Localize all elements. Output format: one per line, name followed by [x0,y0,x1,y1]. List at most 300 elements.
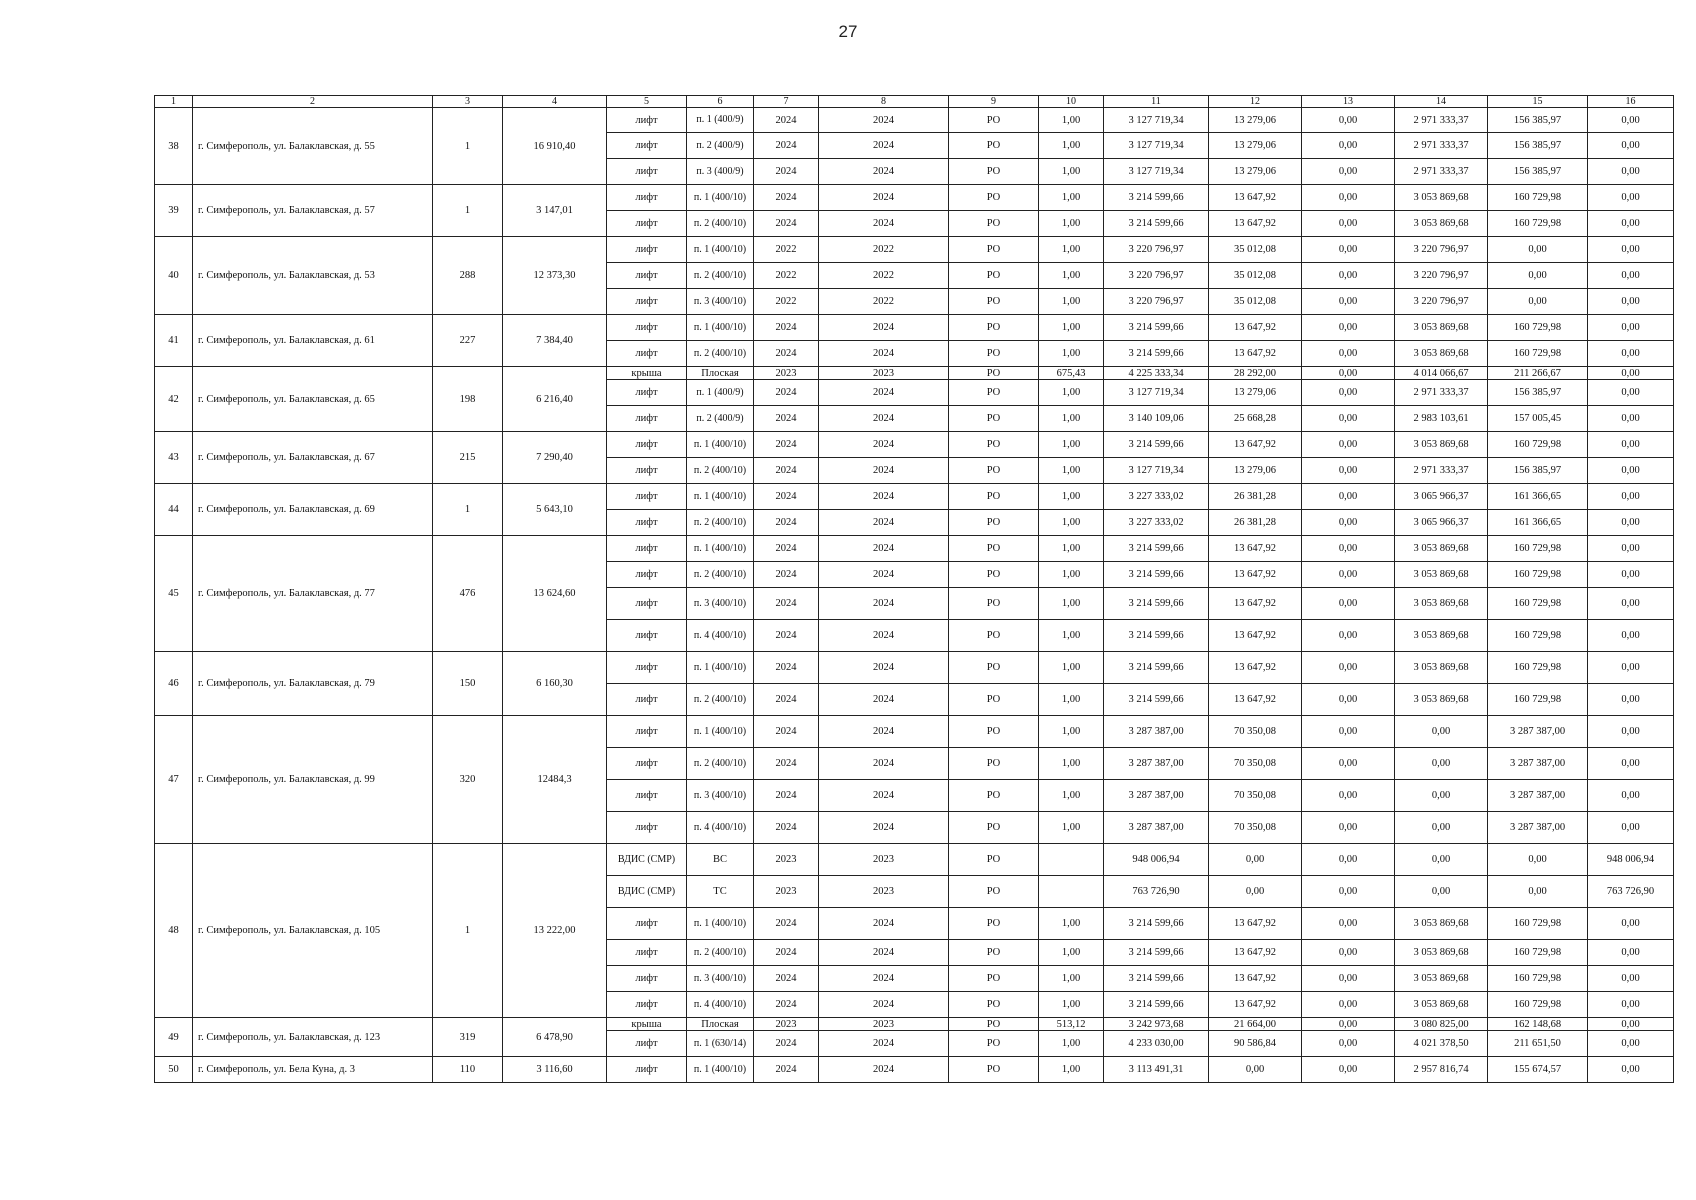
other-funds-cell: 0,00 [1588,484,1674,510]
fund-cell: 0,00 [1302,406,1395,432]
quantity-cell: 1,00 [1039,289,1104,315]
executor-cell: РО [949,844,1039,876]
building-cell: 1 [433,484,503,536]
subsidy-cell: 3 053 869,68 [1395,536,1488,562]
total-cost-cell: 3 214 599,66 [1104,211,1209,237]
quantity-cell: 1,00 [1039,133,1104,159]
total-cost-cell: 3 287 387,00 [1104,748,1209,780]
quantity-cell: 1,00 [1039,211,1104,237]
executor-cell: РО [949,876,1039,908]
year-end-cell: 2023 [819,876,949,908]
subsidy-cell: 2 971 333,37 [1395,133,1488,159]
year-end-cell: 2024 [819,484,949,510]
year-start-cell: 2024 [754,211,819,237]
executor-cell: РО [949,185,1039,211]
element-cell: ВДИС (СМР) [607,844,687,876]
row-number-cell: 42 [155,367,193,432]
year-end-cell: 2024 [819,380,949,406]
total-cost-cell: 3 214 599,66 [1104,652,1209,684]
year-end-cell: 2024 [819,1057,949,1083]
executor-cell: РО [949,484,1039,510]
owners-funds-cell: 3 287 387,00 [1488,780,1588,812]
element-cell: лифт [607,620,687,652]
other-funds-cell: 0,00 [1588,315,1674,341]
other-funds-cell: 0,00 [1588,432,1674,458]
column-number: 5 [607,96,687,108]
total-cost-cell: 3 113 491,31 [1104,1057,1209,1083]
address-cell: г. Симферополь, ул. Бела Куна, д. 3 [193,1057,433,1083]
year-end-cell: 2024 [819,588,949,620]
element-cell: лифт [607,185,687,211]
detail-cell: ВС [687,844,754,876]
quantity-cell: 1,00 [1039,432,1104,458]
element-cell: лифт [607,780,687,812]
element-cell: лифт [607,748,687,780]
fund-cell: 0,00 [1302,211,1395,237]
owners-funds-cell: 156 385,97 [1488,133,1588,159]
row-number-cell: 49 [155,1018,193,1057]
column-number: 14 [1395,96,1488,108]
total-cost-cell: 3 214 599,66 [1104,432,1209,458]
total-cost-cell: 3 220 796,97 [1104,237,1209,263]
subsidy-cell: 3 065 966,37 [1395,484,1488,510]
column-number: 3 [433,96,503,108]
area-cell: 6 216,40 [503,367,607,432]
year-end-cell: 2022 [819,263,949,289]
detail-cell: п. 2 (400/10) [687,940,754,966]
element-cell: лифт [607,458,687,484]
total-cost-cell: 3 127 719,34 [1104,133,1209,159]
area-cell: 5 643,10 [503,484,607,536]
fund-cell: 0,00 [1302,458,1395,484]
year-end-cell: 2024 [819,908,949,940]
column-number: 1 [155,96,193,108]
detail-cell: ТС [687,876,754,908]
executor-cell: РО [949,159,1039,185]
executor-cell: РО [949,684,1039,716]
subsidy-cell: 2 971 333,37 [1395,380,1488,406]
other-funds-cell: 948 006,94 [1588,844,1674,876]
detail-cell: п. 2 (400/10) [687,458,754,484]
subsidy-cell: 3 053 869,68 [1395,562,1488,588]
executor-cell: РО [949,1031,1039,1057]
year-start-cell: 2024 [754,748,819,780]
fund-cell: 0,00 [1302,966,1395,992]
executor-cell: РО [949,992,1039,1018]
specific-cost-cell: 13 647,92 [1209,432,1302,458]
total-cost-cell: 3 214 599,66 [1104,940,1209,966]
area-cell: 6 160,30 [503,652,607,716]
quantity-cell: 1,00 [1039,536,1104,562]
executor-cell: РО [949,108,1039,133]
element-cell: лифт [607,1031,687,1057]
total-cost-cell: 3 214 599,66 [1104,620,1209,652]
total-cost-cell: 3 127 719,34 [1104,380,1209,406]
other-funds-cell: 0,00 [1588,780,1674,812]
element-cell: ВДИС (СМР) [607,876,687,908]
fund-cell: 0,00 [1302,748,1395,780]
fund-cell: 0,00 [1302,315,1395,341]
specific-cost-cell: 13 647,92 [1209,620,1302,652]
fund-cell: 0,00 [1302,263,1395,289]
specific-cost-cell: 13 279,06 [1209,159,1302,185]
fund-cell: 0,00 [1302,780,1395,812]
detail-cell: п. 3 (400/10) [687,588,754,620]
year-start-cell: 2023 [754,1018,819,1031]
quantity-cell: 675,43 [1039,367,1104,380]
address-cell: г. Симферополь, ул. Балаклавская, д. 57 [193,185,433,237]
year-start-cell: 2024 [754,588,819,620]
owners-funds-cell: 211 651,50 [1488,1031,1588,1057]
detail-cell: п. 1 (630/14) [687,1031,754,1057]
owners-funds-cell: 156 385,97 [1488,108,1588,133]
other-funds-cell: 0,00 [1588,185,1674,211]
detail-cell: п. 2 (400/10) [687,510,754,536]
subsidy-cell: 2 983 103,61 [1395,406,1488,432]
executor-cell: РО [949,812,1039,844]
quantity-cell: 1,00 [1039,908,1104,940]
other-funds-cell: 0,00 [1588,940,1674,966]
specific-cost-cell: 70 350,08 [1209,780,1302,812]
area-cell: 13 624,60 [503,536,607,652]
subsidy-cell: 4 014 066,67 [1395,367,1488,380]
subsidy-cell: 3 220 796,97 [1395,289,1488,315]
specific-cost-cell: 0,00 [1209,1057,1302,1083]
subsidy-cell: 2 957 816,74 [1395,1057,1488,1083]
year-start-cell: 2024 [754,652,819,684]
owners-funds-cell: 160 729,98 [1488,684,1588,716]
total-cost-cell: 3 220 796,97 [1104,263,1209,289]
executor-cell: РО [949,263,1039,289]
specific-cost-cell: 13 647,92 [1209,684,1302,716]
specific-cost-cell: 0,00 [1209,876,1302,908]
area-cell: 6 478,90 [503,1018,607,1057]
element-cell: лифт [607,908,687,940]
subsidy-cell: 0,00 [1395,748,1488,780]
executor-cell: РО [949,716,1039,748]
element-cell: лифт [607,510,687,536]
year-end-cell: 2024 [819,341,949,367]
element-cell: лифт [607,432,687,458]
owners-funds-cell: 160 729,98 [1488,432,1588,458]
executor-cell: РО [949,380,1039,406]
other-funds-cell: 0,00 [1588,748,1674,780]
subsidy-cell: 3 053 869,68 [1395,620,1488,652]
detail-cell: п. 1 (400/10) [687,716,754,748]
detail-cell: п. 1 (400/10) [687,432,754,458]
column-number: 9 [949,96,1039,108]
building-cell: 215 [433,432,503,484]
quantity-cell: 1,00 [1039,406,1104,432]
table-row [155,844,1674,876]
quantity-cell [1039,876,1104,908]
building-cell: 1 [433,108,503,185]
year-end-cell: 2024 [819,620,949,652]
quantity-cell: 1,00 [1039,510,1104,536]
column-number: 10 [1039,96,1104,108]
other-funds-cell: 0,00 [1588,1031,1674,1057]
year-end-cell: 2024 [819,406,949,432]
other-funds-cell: 0,00 [1588,133,1674,159]
element-cell: лифт [607,684,687,716]
year-end-cell: 2024 [819,211,949,237]
total-cost-cell: 3 214 599,66 [1104,536,1209,562]
year-end-cell: 2024 [819,562,949,588]
building-cell: 288 [433,237,503,315]
year-end-cell: 2024 [819,133,949,159]
row-number-cell: 48 [155,844,193,1018]
fund-cell: 0,00 [1302,620,1395,652]
address-cell: г. Симферополь, ул. Балаклавская, д. 65 [193,367,433,432]
executor-cell: РО [949,1057,1039,1083]
owners-funds-cell: 3 287 387,00 [1488,812,1588,844]
year-end-cell: 2024 [819,432,949,458]
specific-cost-cell: 90 586,84 [1209,1031,1302,1057]
other-funds-cell: 0,00 [1588,458,1674,484]
detail-cell: п. 3 (400/9) [687,159,754,185]
owners-funds-cell: 0,00 [1488,289,1588,315]
quantity-cell: 1,00 [1039,716,1104,748]
year-end-cell: 2024 [819,812,949,844]
owners-funds-cell: 211 266,67 [1488,367,1588,380]
quantity-cell: 1,00 [1039,484,1104,510]
building-cell: 319 [433,1018,503,1057]
fund-cell: 0,00 [1302,289,1395,315]
specific-cost-cell: 13 279,06 [1209,133,1302,159]
other-funds-cell: 0,00 [1588,562,1674,588]
element-cell: лифт [607,108,687,133]
total-cost-cell: 3 214 599,66 [1104,992,1209,1018]
element-cell: лифт [607,966,687,992]
area-cell: 13 222,00 [503,844,607,1018]
fund-cell: 0,00 [1302,716,1395,748]
owners-funds-cell: 155 674,57 [1488,1057,1588,1083]
subsidy-cell: 0,00 [1395,780,1488,812]
table-row [155,315,1674,341]
year-end-cell: 2024 [819,108,949,133]
element-cell: лифт [607,406,687,432]
year-end-cell: 2024 [819,159,949,185]
specific-cost-cell: 35 012,08 [1209,289,1302,315]
other-funds-cell: 0,00 [1588,620,1674,652]
other-funds-cell: 0,00 [1588,108,1674,133]
fund-cell: 0,00 [1302,588,1395,620]
year-end-cell: 2023 [819,367,949,380]
subsidy-cell: 3 080 825,00 [1395,1018,1488,1031]
quantity-cell: 1,00 [1039,380,1104,406]
year-start-cell: 2024 [754,684,819,716]
row-number-cell: 45 [155,536,193,652]
quantity-cell: 1,00 [1039,185,1104,211]
subsidy-cell: 2 971 333,37 [1395,458,1488,484]
table-row [155,237,1674,263]
row-number-cell: 40 [155,237,193,315]
specific-cost-cell: 13 279,06 [1209,380,1302,406]
subsidy-cell: 2 971 333,37 [1395,159,1488,185]
executor-cell: РО [949,406,1039,432]
executor-cell: РО [949,211,1039,237]
area-cell: 3 116,60 [503,1057,607,1083]
element-cell: лифт [607,484,687,510]
owners-funds-cell: 0,00 [1488,844,1588,876]
year-start-cell: 2024 [754,185,819,211]
year-end-cell: 2023 [819,1018,949,1031]
building-cell: 110 [433,1057,503,1083]
specific-cost-cell: 70 350,08 [1209,716,1302,748]
detail-cell: п. 1 (400/10) [687,185,754,211]
table-row [155,108,1674,133]
element-cell: лифт [607,237,687,263]
column-number: 13 [1302,96,1395,108]
detail-cell: п. 3 (400/10) [687,966,754,992]
fund-cell: 0,00 [1302,908,1395,940]
total-cost-cell: 3 287 387,00 [1104,780,1209,812]
specific-cost-cell: 13 647,92 [1209,992,1302,1018]
row-number-cell: 41 [155,315,193,367]
column-number: 11 [1104,96,1209,108]
fund-cell: 0,00 [1302,684,1395,716]
detail-cell: п. 1 (400/10) [687,237,754,263]
executor-cell: РО [949,748,1039,780]
executor-cell: РО [949,940,1039,966]
year-end-cell: 2024 [819,652,949,684]
table-row [155,367,1674,380]
owners-funds-cell: 160 729,98 [1488,341,1588,367]
year-start-cell: 2023 [754,876,819,908]
subsidy-cell: 3 220 796,97 [1395,237,1488,263]
year-start-cell: 2022 [754,289,819,315]
address-cell: г. Симферополь, ул. Балаклавская, д. 99 [193,716,433,844]
detail-cell: п. 4 (400/10) [687,992,754,1018]
subsidy-cell: 3 053 869,68 [1395,684,1488,716]
element-cell: лифт [607,588,687,620]
detail-cell: п. 1 (400/10) [687,652,754,684]
fund-cell: 0,00 [1302,652,1395,684]
specific-cost-cell: 28 292,00 [1209,367,1302,380]
year-start-cell: 2022 [754,263,819,289]
detail-cell: п. 4 (400/10) [687,812,754,844]
subsidy-cell: 2 971 333,37 [1395,108,1488,133]
quantity-cell: 1,00 [1039,341,1104,367]
owners-funds-cell: 161 366,65 [1488,484,1588,510]
detail-cell: п. 3 (400/10) [687,780,754,812]
address-cell: г. Симферополь, ул. Балаклавская, д. 123 [193,1018,433,1057]
element-cell: лифт [607,562,687,588]
owners-funds-cell: 156 385,97 [1488,458,1588,484]
subsidy-cell: 3 053 869,68 [1395,341,1488,367]
subsidy-cell: 3 053 869,68 [1395,908,1488,940]
area-cell: 7 384,40 [503,315,607,367]
subsidy-cell: 3 053 869,68 [1395,992,1488,1018]
address-cell: г. Симферополь, ул. Балаклавская, д. 69 [193,484,433,536]
owners-funds-cell: 162 148,68 [1488,1018,1588,1031]
element-cell: крыша [607,1018,687,1031]
other-funds-cell: 0,00 [1588,992,1674,1018]
specific-cost-cell: 13 647,92 [1209,315,1302,341]
address-cell: г. Симферополь, ул. Балаклавская, д. 61 [193,315,433,367]
total-cost-cell: 3 214 599,66 [1104,341,1209,367]
year-start-cell: 2024 [754,510,819,536]
quantity-cell [1039,844,1104,876]
quantity-cell: 1,00 [1039,562,1104,588]
quantity-cell: 1,00 [1039,812,1104,844]
executor-cell: РО [949,908,1039,940]
year-end-cell: 2024 [819,1031,949,1057]
specific-cost-cell: 13 647,92 [1209,908,1302,940]
total-cost-cell: 3 140 109,06 [1104,406,1209,432]
year-end-cell: 2024 [819,780,949,812]
specific-cost-cell: 13 647,92 [1209,341,1302,367]
total-cost-cell: 3 127 719,34 [1104,159,1209,185]
element-cell: лифт [607,1057,687,1083]
table-row [155,432,1674,458]
element-cell: лифт [607,263,687,289]
other-funds-cell: 0,00 [1588,367,1674,380]
subsidy-cell: 3 053 869,68 [1395,211,1488,237]
fund-cell: 0,00 [1302,159,1395,185]
table-body [155,96,1674,1083]
owners-funds-cell: 0,00 [1488,263,1588,289]
executor-cell: РО [949,588,1039,620]
owners-funds-cell: 160 729,98 [1488,185,1588,211]
quantity-cell: 1,00 [1039,684,1104,716]
other-funds-cell: 0,00 [1588,588,1674,620]
year-start-cell: 2024 [754,966,819,992]
column-number: 2 [193,96,433,108]
element-cell: лифт [607,652,687,684]
fund-cell: 0,00 [1302,1057,1395,1083]
other-funds-cell: 0,00 [1588,380,1674,406]
fund-cell: 0,00 [1302,432,1395,458]
total-cost-cell: 3 214 599,66 [1104,966,1209,992]
total-cost-cell: 4 225 333,34 [1104,367,1209,380]
element-cell: лифт [607,716,687,748]
owners-funds-cell: 160 729,98 [1488,588,1588,620]
fund-cell: 0,00 [1302,1018,1395,1031]
column-number-row [155,96,1674,108]
element-cell: лифт [607,315,687,341]
quantity-cell: 1,00 [1039,748,1104,780]
address-cell: г. Симферополь, ул. Балаклавская, д. 77 [193,536,433,652]
owners-funds-cell: 160 729,98 [1488,908,1588,940]
specific-cost-cell: 13 647,92 [1209,211,1302,237]
detail-cell: п. 2 (400/10) [687,748,754,780]
year-start-cell: 2024 [754,536,819,562]
fund-cell: 0,00 [1302,562,1395,588]
column-number: 16 [1588,96,1674,108]
year-end-cell: 2024 [819,458,949,484]
fund-cell: 0,00 [1302,876,1395,908]
detail-cell: п. 2 (400/10) [687,341,754,367]
detail-cell: п. 1 (400/10) [687,315,754,341]
subsidy-cell: 3 053 869,68 [1395,588,1488,620]
address-cell: г. Симферополь, ул. Балаклавская, д. 53 [193,237,433,315]
detail-cell: п. 1 (400/10) [687,908,754,940]
building-cell: 227 [433,315,503,367]
owners-funds-cell: 160 729,98 [1488,315,1588,341]
specific-cost-cell: 13 647,92 [1209,940,1302,966]
row-number-cell: 46 [155,652,193,716]
element-cell: лифт [607,536,687,562]
table-row [155,1018,1674,1031]
subsidy-cell: 0,00 [1395,716,1488,748]
other-funds-cell: 0,00 [1588,652,1674,684]
area-cell: 12 373,30 [503,237,607,315]
detail-cell: п. 3 (400/10) [687,289,754,315]
subsidy-cell: 3 053 869,68 [1395,185,1488,211]
executor-cell: РО [949,510,1039,536]
specific-cost-cell: 13 647,92 [1209,966,1302,992]
